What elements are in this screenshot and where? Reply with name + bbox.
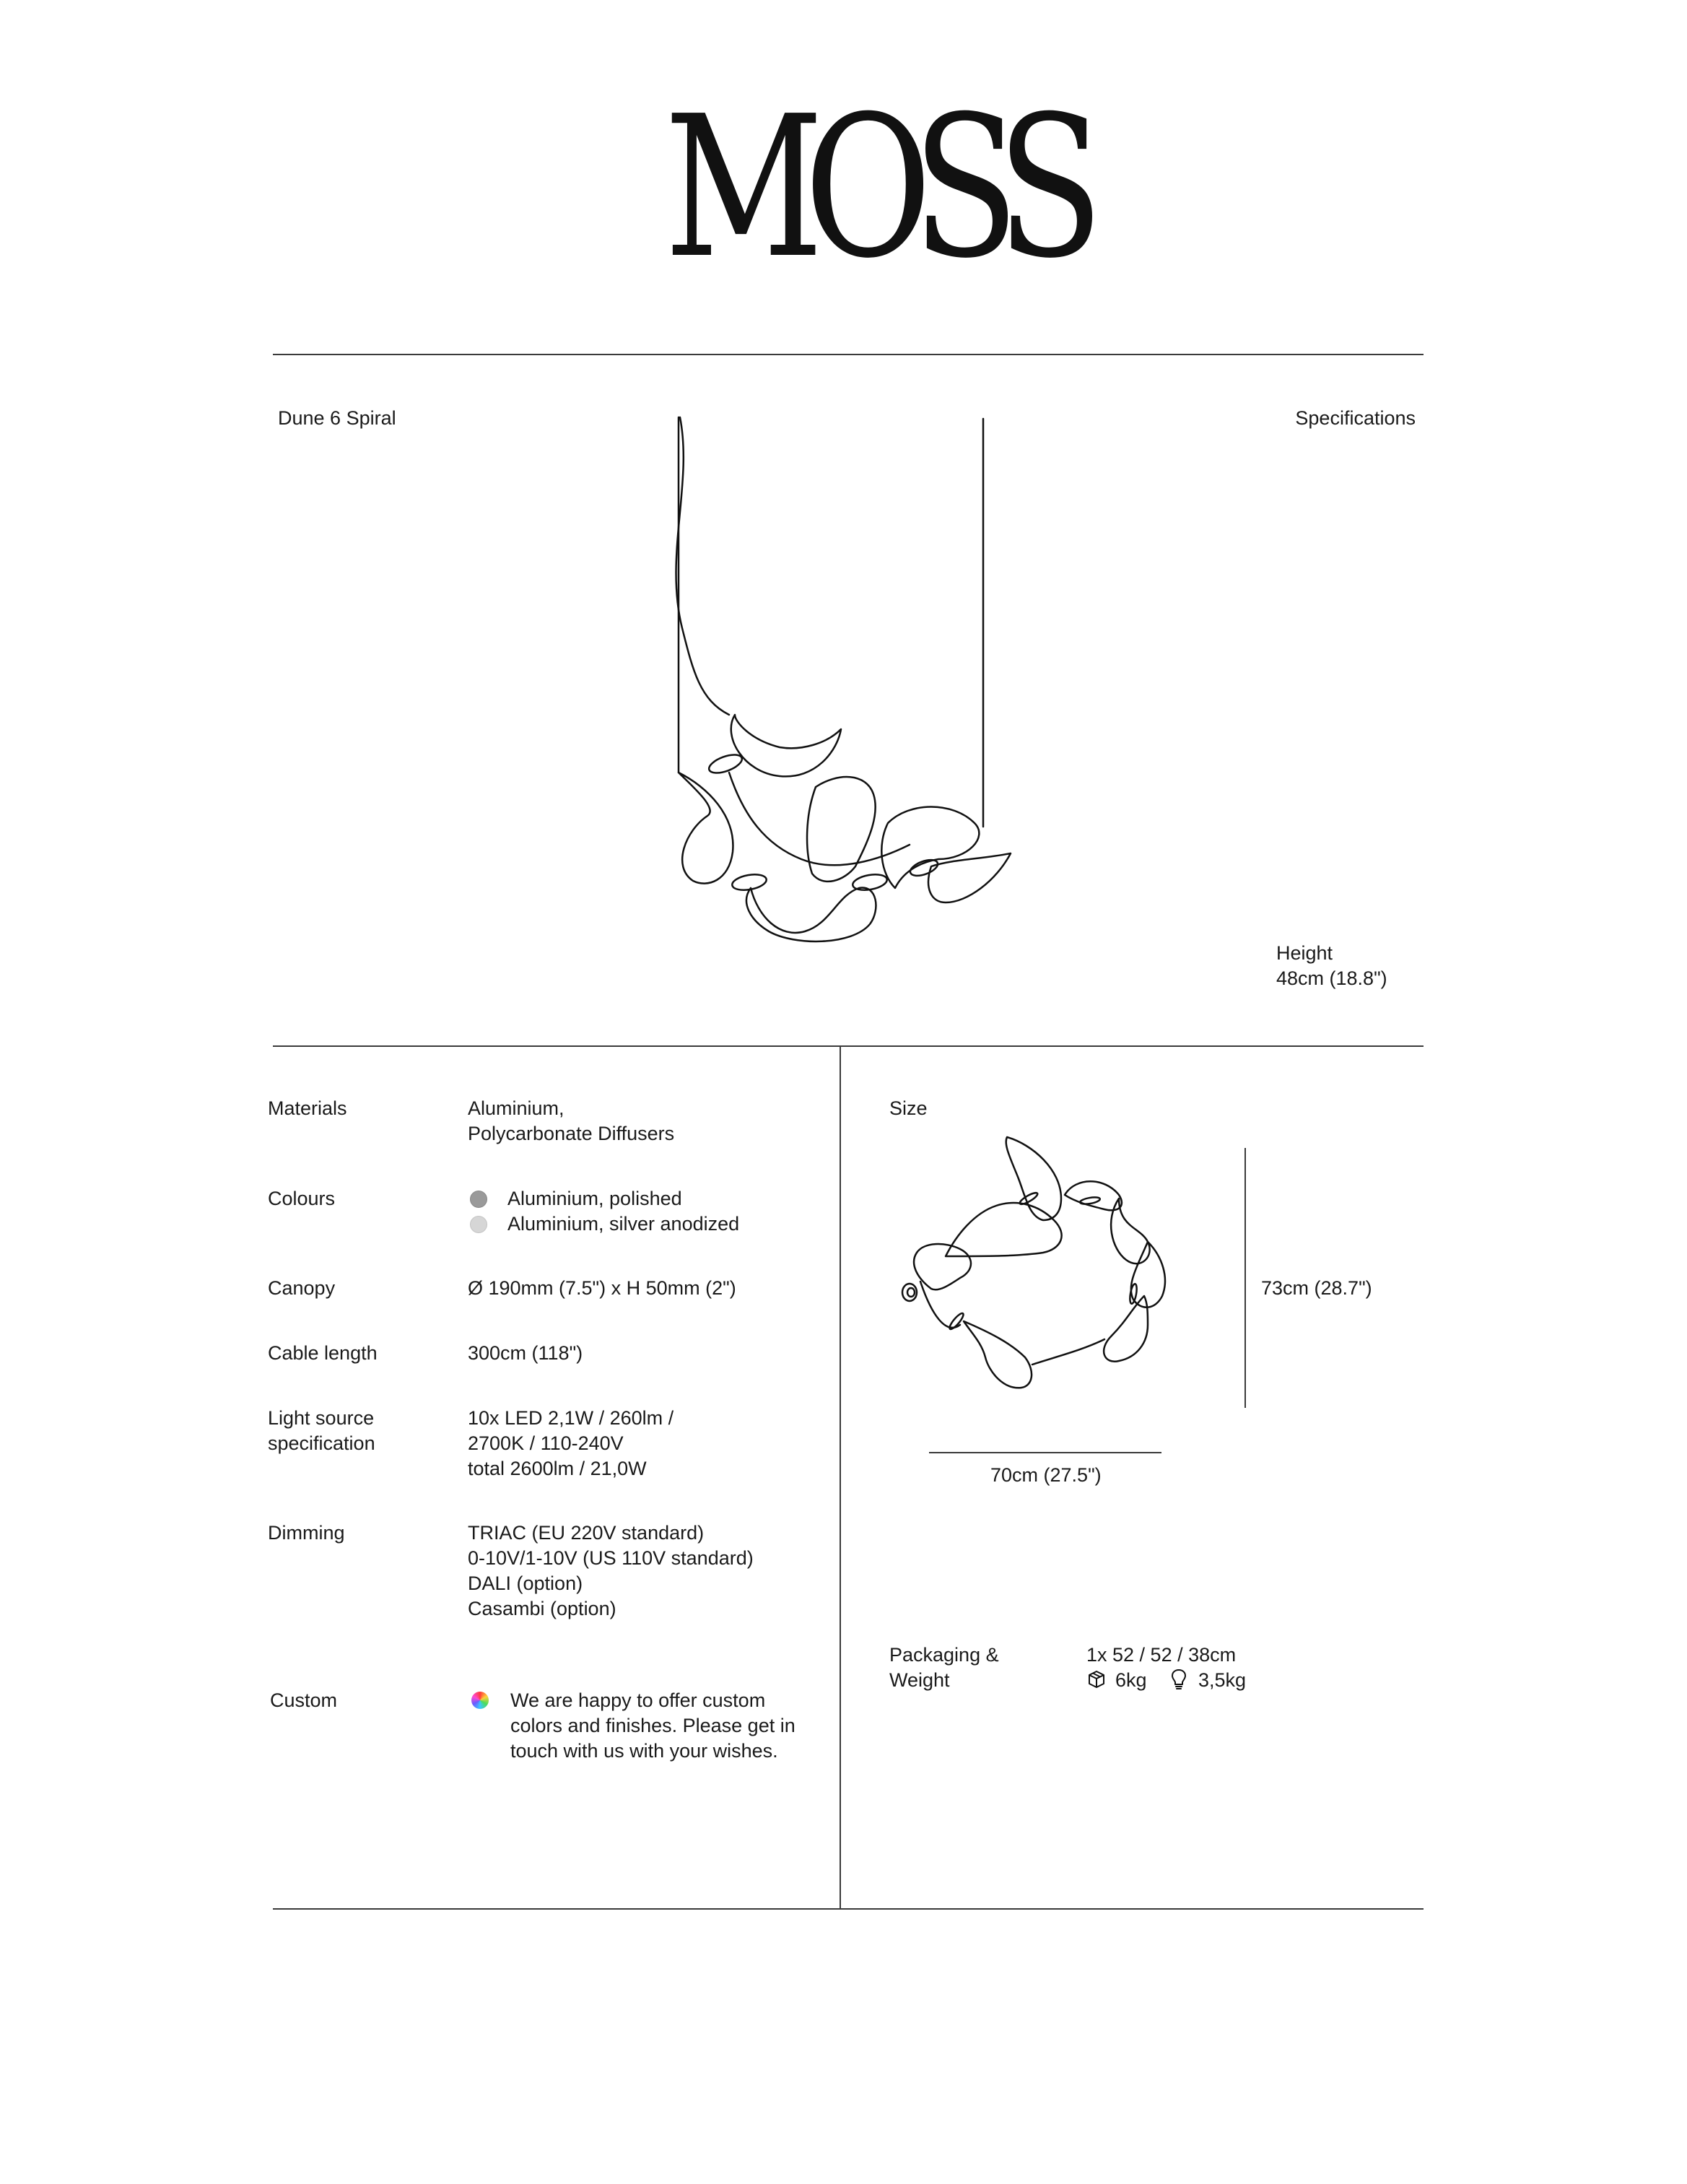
diffuser-1 — [731, 715, 841, 776]
swatch-polished — [470, 1191, 487, 1208]
bottom-divider — [273, 1908, 1424, 1910]
height-value: 48cm (18.8") — [1276, 967, 1387, 989]
lightbulb-icon — [1169, 1668, 1188, 1691]
size-width-value: 70cm (27.5") — [990, 1464, 1102, 1486]
lamp-weight: 3,5kg — [1198, 1669, 1247, 1691]
section-label: Specifications — [1295, 407, 1416, 429]
top-divider — [273, 354, 1424, 355]
diffuser-2 — [679, 773, 733, 884]
connector-arc — [729, 773, 910, 865]
dimming-value-3: DALI (option) — [468, 1572, 583, 1594]
diffuser-6 — [928, 853, 1011, 902]
column-divider — [840, 1045, 841, 1908]
light-source-label-2: specification — [268, 1432, 375, 1454]
dimming-label: Dimming — [268, 1522, 345, 1544]
custom-text-3: touch with us with your wishes. — [510, 1740, 778, 1762]
brand-logo: MOSS — [664, 74, 1084, 301]
packaging-label-2: Weight — [889, 1669, 950, 1691]
swatch-silver-anodized — [470, 1216, 487, 1233]
materials-value-2: Polycarbonate Diffusers — [468, 1123, 675, 1144]
custom-text-1: We are happy to offer custom — [510, 1689, 766, 1711]
colour-option-2: Aluminium, silver anodized — [507, 1213, 740, 1235]
custom-text-2: colors and finishes. Please get in — [510, 1715, 795, 1736]
materials-value-1: Aluminium, — [468, 1097, 564, 1119]
box-icon — [1086, 1669, 1107, 1689]
dimming-value-2: 0-10V/1-10V (US 110V standard) — [468, 1547, 754, 1569]
light-source-value-1: 10x LED 2,1W / 260lm / — [468, 1407, 674, 1429]
custom-label: Custom — [270, 1689, 338, 1711]
light-source-value-2: 2700K / 110-240V — [468, 1432, 624, 1454]
color-wheel-icon — [471, 1692, 489, 1709]
middle-divider — [273, 1045, 1424, 1047]
canopy-value: Ø 190mm (7.5") x H 50mm (2") — [468, 1277, 736, 1299]
product-name: Dune 6 Spiral — [278, 407, 396, 429]
cable-length-label: Cable length — [268, 1342, 378, 1364]
cable-left — [676, 417, 729, 715]
size-height-value: 73cm (28.7") — [1261, 1277, 1372, 1299]
box-weight: 6kg — [1115, 1669, 1147, 1691]
pendant-lamp-illustration — [650, 412, 1054, 953]
dimming-value-1: TRIAC (EU 220V standard) — [468, 1522, 705, 1544]
top-view-illustration — [888, 1126, 1191, 1430]
height-label: Height — [1276, 942, 1333, 964]
colours-label: Colours — [268, 1188, 336, 1209]
light-source-label-1: Light source — [268, 1407, 375, 1429]
dimming-value-4: Casambi (option) — [468, 1598, 616, 1619]
height-dimension-line — [1244, 1148, 1246, 1408]
size-label: Size — [889, 1097, 928, 1119]
diffuser-5 — [881, 807, 979, 889]
canopy-label: Canopy — [268, 1277, 336, 1299]
width-dimension-line — [929, 1452, 1161, 1453]
colour-option-1: Aluminium, polished — [507, 1188, 682, 1209]
diffuser-3 — [746, 888, 876, 941]
packaging-dimensions: 1x 52 / 52 / 38cm — [1086, 1644, 1237, 1666]
cable-length-value: 300cm (118") — [468, 1342, 583, 1364]
materials-label: Materials — [268, 1097, 347, 1119]
light-source-value-3: total 2600lm / 21,0W — [468, 1458, 647, 1479]
packaging-label-1: Packaging & — [889, 1644, 999, 1666]
